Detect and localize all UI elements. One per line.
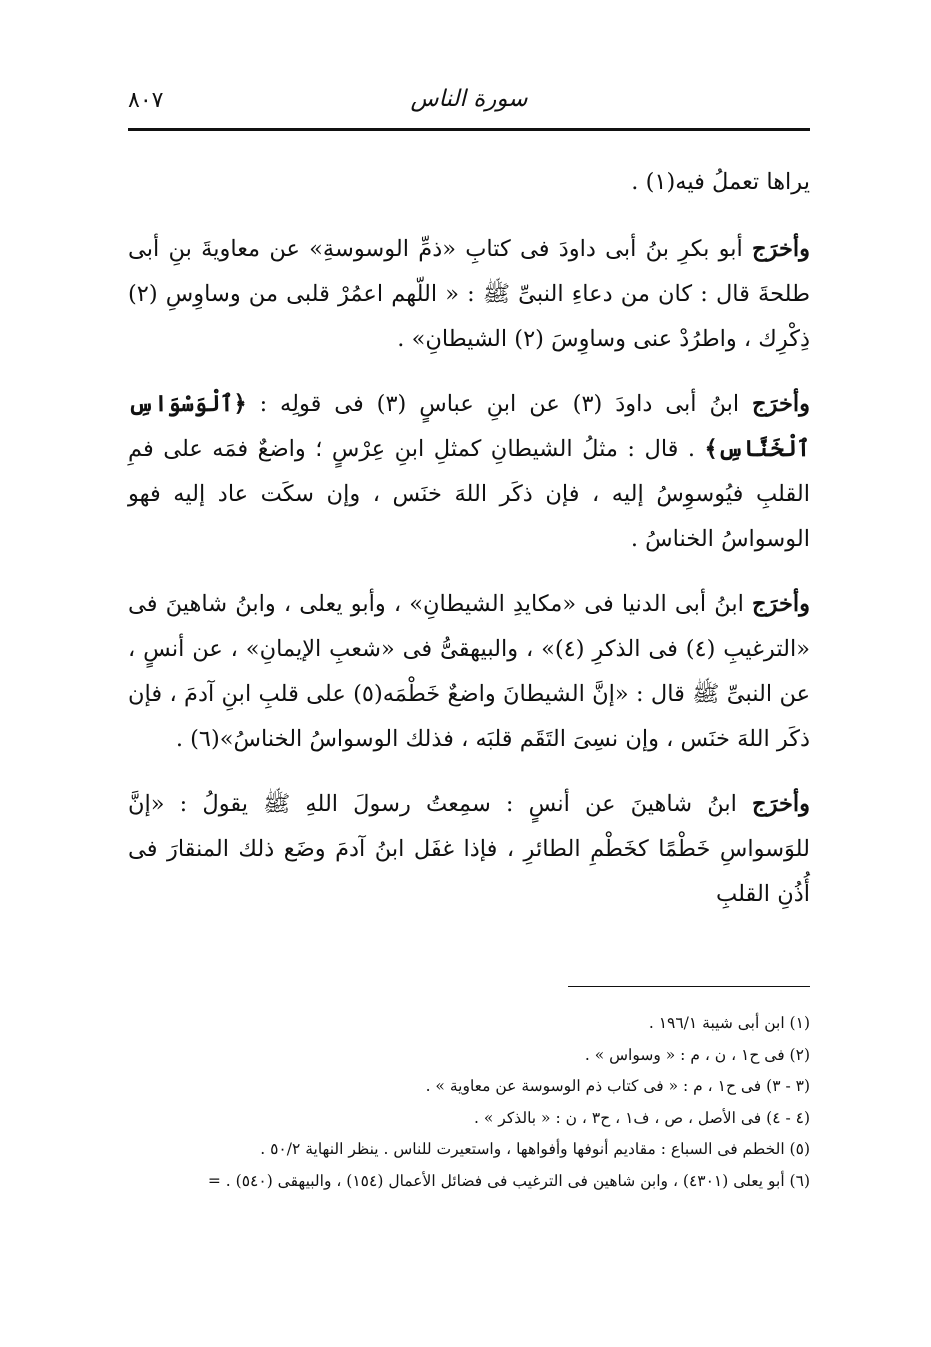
paragraph-text: يراها تعملُ فيه(١) . bbox=[631, 169, 810, 195]
paragraph-text: ابنُ أبى داودَ (٣) عن ابنِ عباسٍ (٣) فى قولِه : bbox=[259, 391, 740, 417]
paragraph-text: . قال : مثلُ الشيطانِ كمثلِ ابنِ عِرْسٍ ؛ واضعٌ فمَه على فمِ القلبِ فيُوسوِسُ إليه ، فإن ذكَر اللهَ خنَس ، وإن سكَت عاد إليه فهو الوسواسُ الخناسُ . bbox=[128, 436, 810, 552]
running-title: سورة الناس bbox=[410, 86, 528, 112]
paragraph-text: ابنُ أبى الدنيا فى «مكايدِ الشيطانِ» ، وأبو يعلى ، وابنُ شاهينَ فى «الترغيبِ (٤) فى الذكرِ (٤)» ، والبيهقىُّ فى «شعبِ الإيمانِ» ، عن أنسٍ ، عن النبىِّ ﷺ قال : «إنَّ الشيطانَ واضعٌ خَطْمَه(٥) على قلبِ ابنِ آدمَ ، فإن ذكَر اللهَ خنَس ، وإن نسِىَ التَقَم قلبَه ، فذلك الوسواسُ الخناسُ»(٦) . bbox=[128, 591, 811, 752]
paragraph-continuation bbox=[128, 160, 810, 205]
footnote-item: (٢) فى ح١ ، ن ، م : « وسواس » . bbox=[584, 1045, 810, 1064]
paragraph-3 bbox=[128, 582, 810, 762]
main-text bbox=[128, 160, 810, 937]
paragraph-lead-word: وأخرَج bbox=[752, 791, 811, 817]
paragraph-text: ابنُ شاهينَ عن أنسٍ : سمِعتُ رسولَ اللهِ ﷺ يقولُ : «إنَّ للوَسواسِ خَطْمًا كخَطْمِ الطائرِ ، فإذا غفَل ابنُ آدمَ وضَع ذلك المنقارَ فى أُذُنِ القلبِ bbox=[128, 791, 810, 907]
page-header bbox=[128, 82, 810, 122]
paragraph-lead-word: وأخرَج bbox=[752, 591, 810, 617]
footnote-item: (٥) الخطم فى السباع : مقاديم أنوفها وأفواهها ، واستعيرت للناس . ينظر النهاية ٥٠/٢ . bbox=[260, 1140, 810, 1158]
footnote-divider bbox=[568, 986, 810, 987]
footnote-item: (٦) أبو يعلى (٤٣٠١) ، وابن شاهين فى الترغيب فى فضائل الأعمال (١٥٤) ، والبيهقى (٥٤٠) . = bbox=[207, 1171, 810, 1190]
page-number: ٨٠٧ bbox=[128, 88, 164, 113]
paragraph-text: أبو بكرِ بنُ أبى داودَ فى كتابِ «ذمِّ الوسوسةِ» عن معاويةَ بنِ أبى طلحةَ قال : كان من دعاءِ النبىِّ ﷺ : « اللّهم اعمُرْ قلبى من وساوِسِ (٢) ذِكْرِك ، واطرُدْ عنى وساوِسَ (٢) الشيطانِ» . bbox=[128, 236, 810, 352]
footnote-item: (١) ابن أبى شيبة ١٩٦/١ . bbox=[648, 1014, 810, 1032]
footnote-item: (٣ - ٣) فى ح١ ، م : « فى كتاب ذم الوسوسة عن معاوية » . bbox=[425, 1077, 810, 1095]
header-divider bbox=[128, 128, 810, 131]
paragraph-lead-word: وأخرَج bbox=[752, 236, 810, 262]
footnotes bbox=[128, 1008, 810, 1197]
paragraph-1 bbox=[128, 227, 810, 362]
paragraph-2 bbox=[128, 382, 810, 562]
quran-quote: ﴿ٱلْوَسْوَاسِ ٱلْخَنَّاسِ﴾ bbox=[128, 391, 811, 462]
paragraph-lead-word: وأخرَج bbox=[752, 391, 810, 417]
paragraph-4 bbox=[128, 782, 810, 917]
footnote-item: (٤ - ٤) فى الأصل ، ص ، ف١ ، ح٣ ، ن : « بالذكر » . bbox=[474, 1108, 810, 1127]
